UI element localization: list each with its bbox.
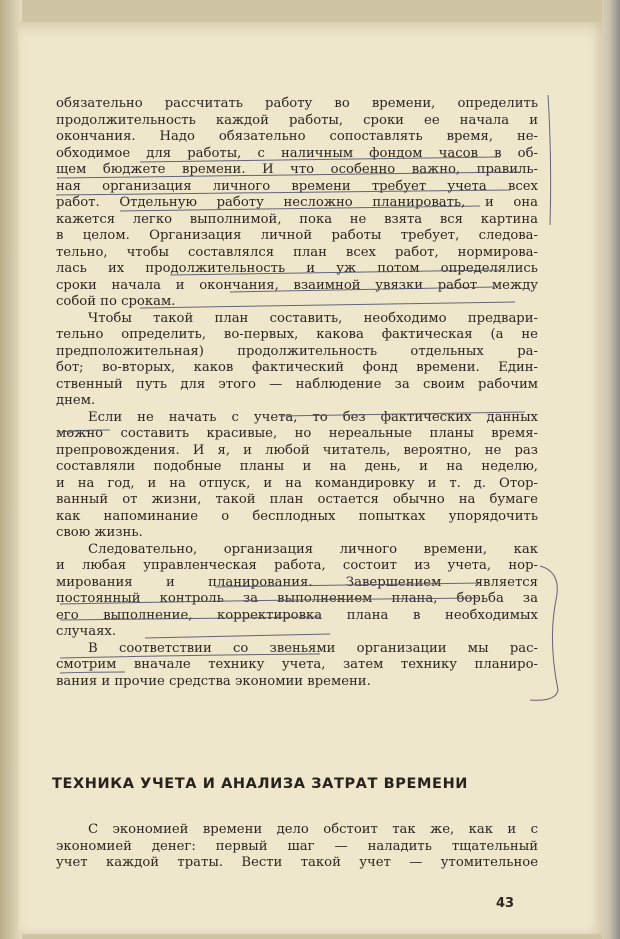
pencil-underline [140,157,500,162]
text-line: С экономией времени дело обстоит так же, как и с [88,822,538,837]
text-line: бот; во-вторых, каков фактический фонд времени. Един- [56,360,538,375]
text-line: препровождения. И я, и любой читатель, вероятно, не раз [56,442,538,458]
text-line: щем бюджете времени. И что особенно важно, правиль- [56,162,538,177]
pencil-underline [140,302,515,308]
text-line: ственный путь для этого — наблюдение за своим рабочим [56,376,538,392]
pencil-underline [170,270,500,275]
pencil-underline [60,672,125,673]
text-line: продолжительность каждой работы, сроки ее начала и [56,112,538,128]
text-line: и на год, и на отпуск, и на командировку и т. д. Отор- [56,475,538,491]
text-line: его выполнение, корректировка плана в необходимых [56,607,538,623]
text-line: тельно определить, во-первых, какова фактическая (а не [56,327,538,342]
text-line: составляли подобные планы и на день, и на неделю, [56,459,538,474]
text-line: Чтобы такой план составить, необходимо предвари- [88,310,538,326]
text-line: постоянный контроль за выполнением плана, борьба за [56,591,538,606]
text-line: экономией денег: первый шаг — наладить тщательный [56,838,538,854]
text-line: предположительная) продолжительность отдельных ра- [56,343,538,359]
text-line: Следовательно, организация личного времени, как [88,541,538,557]
pencil-underline [280,412,525,416]
text-line: окончания. Надо обязательно сопоставлять время, не- [56,129,538,144]
pencil-underline [60,617,320,620]
text-line: и любая управленческая работа, состоит из учета, нор- [56,558,538,573]
text-line: сроки начала и окончания, взаимной увязки работ между [56,277,538,293]
pencil-underline [56,190,510,195]
section-heading: ТЕХНИКА УЧЕТА И АНАЛИЗА ЗАТРАТ ВРЕМЕНИ [52,776,469,792]
text-line: обязательно рассчитать работу во времени, определить [56,96,538,111]
pencil-underline [60,654,320,658]
pencil-underline [120,206,480,211]
page-number: 43 [496,896,515,911]
text-line: вания и прочие средства экономии времени. [56,673,371,689]
text-line: кажется легко выполнимой, пока не взята вся картина [56,211,538,227]
text-line: Если не начать с учета, то без фактических данных [88,409,538,425]
text-line: как напоминание о бесплодных попытках упорядочить [56,508,538,524]
pencil-underline [230,287,495,292]
text-line: ванный от жизни, такой план остается обычно на бумаге [56,492,538,507]
pencil-underline [57,172,520,178]
pencil-underline [215,583,480,587]
text-line: смотрим вначале технику учета, затем технику планиро- [56,657,538,672]
text-line: собой по срокам. [56,294,176,309]
text-line: тельно, чтобы составлялся план всех работ, нормирова- [56,244,538,260]
text-line: обходимое для работы, с наличным фондом часов в об- [56,145,538,161]
text-line: в целом. Организация личной работы требует, следова- [56,228,538,243]
text-line: можно составить красивые, но нереальные планы время- [56,426,538,441]
text-line: работ. Отдельную работу несложно планировать, и она [56,195,538,210]
text-line: ная организация личного времени требует учета всех [56,178,538,194]
text-line: В соответствии со звеньями организации мы рас- [88,640,538,656]
pencil-underline [145,634,330,638]
text-line: мирования и планирования. Завершением является [56,574,538,590]
text-line: лась их продолжительность и уж потом определялись [56,261,538,276]
text-line: случаях. [56,624,117,639]
pencil-margin-bracket [530,566,558,700]
text-line: свою жизнь. [56,525,143,540]
text-line: днем. [56,393,96,408]
text-line: учет каждой траты. Вести такой учет — утомительное [56,855,538,870]
pencil-margin-line [548,95,551,225]
pencil-underline [60,598,478,604]
